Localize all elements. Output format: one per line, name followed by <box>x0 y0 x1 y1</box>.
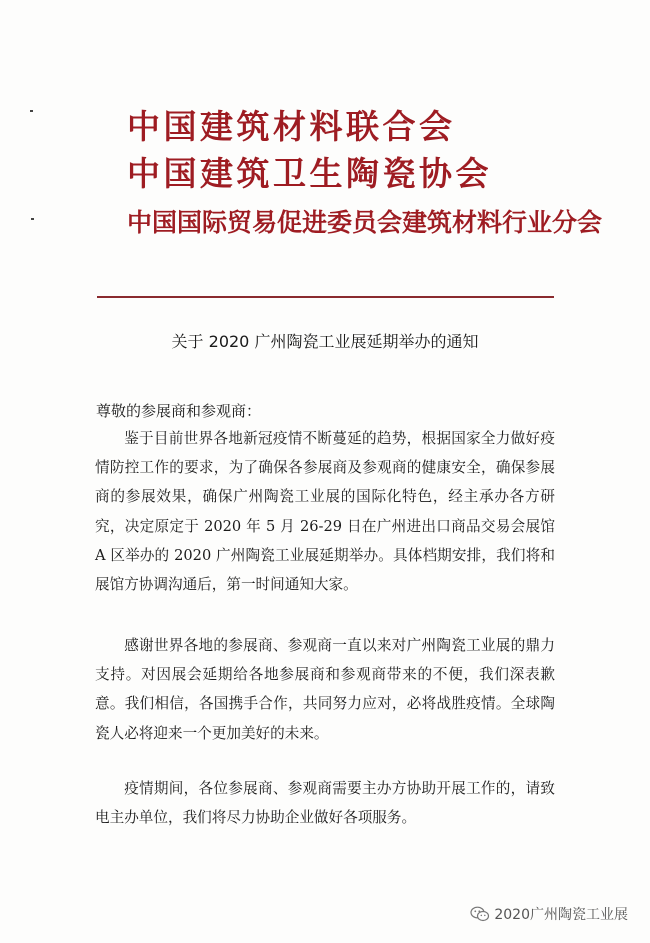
scan-speck <box>30 110 33 112</box>
wechat-icon <box>470 906 490 922</box>
watermark-text: 2020广州陶瓷工业展 <box>494 907 628 923</box>
paragraph-thanks: 感谢世界各地的参展商、参观商一直以来对广州陶瓷工业展的鼎力支持。对因展会延期给各地参展商和参观商带来的不便，我们深表歉意。我们相信，各国携手合作，共同努力应对，必将战胜疫情。全球陶瓷人必将迎来一个更加美好的未来。 <box>95 637 555 742</box>
scan-speck <box>31 218 34 220</box>
notice-title: 关于 2020 广州陶瓷工业展延期举办的通知 <box>171 332 479 351</box>
paragraph-contact: 疫情期间，各位参展商、参观商需要主办方协助开展工作的，请致电主办单位，我们将尽力协助企业做好各项服务。 <box>95 780 555 827</box>
salutation: 尊敬的参展商和参观商： <box>96 402 262 420</box>
letterhead-divider <box>97 296 554 298</box>
watermark-footer <box>470 904 628 924</box>
letterhead-org-3: 中国国际贸易促进委员会建筑材料行业分会 <box>127 208 603 237</box>
letterhead-org-1: 中国建筑材料联合会 <box>127 107 456 146</box>
letterhead-org-2: 中国建筑卫生陶瓷协会 <box>127 154 492 193</box>
paragraph-postponement: 鉴于目前世界各地新冠疫情不断蔓延的趋势，根据国家全力做好疫情防控工作的要求，为了确保各参展商及参观商的健康安全，确保参展商的参展效果，确保广州陶瓷工业展的国际化特色，经主承办各方研究，决定原定于 2020 年 5 月 26-29 日在广州进出口商品交易会展馆 A 区举办的 2020 广州陶瓷工业展延期举办。具体档期安排，我们将和展馆方协调沟通后，第一时间通知大家。 <box>95 430 555 594</box>
